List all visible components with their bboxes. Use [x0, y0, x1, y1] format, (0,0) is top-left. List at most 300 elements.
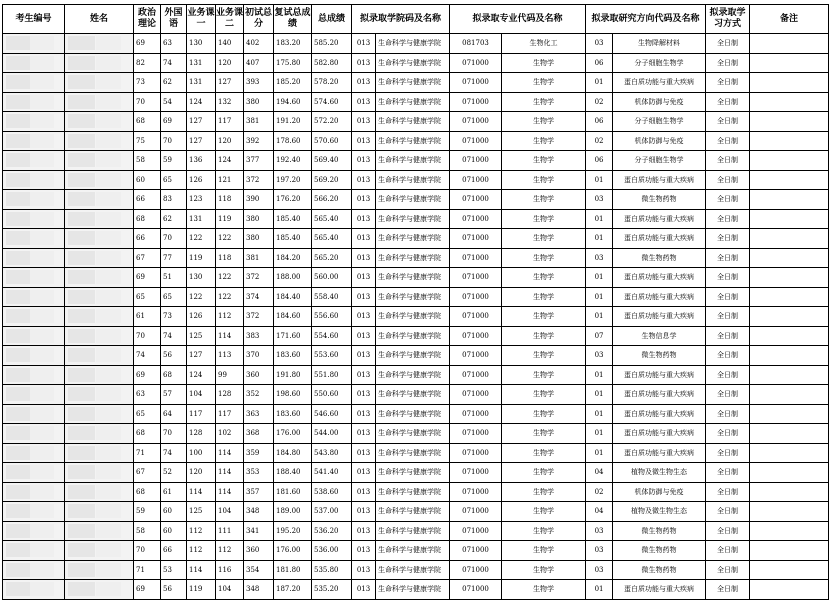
cell-major-code: 071000	[450, 404, 502, 424]
cell-major-code: 071000	[450, 424, 502, 444]
cell-direction-name: 分子细胞生物学	[613, 53, 706, 73]
cell-remarks	[750, 268, 829, 288]
cell-college-code: 013	[352, 502, 376, 522]
cell-course-two: 120	[216, 53, 244, 73]
table-row	[3, 502, 829, 522]
table-row	[3, 268, 829, 288]
cell-course-two: 114	[216, 463, 244, 483]
cell-course-one: 131	[187, 209, 216, 229]
cell-course-two: 114	[216, 326, 244, 346]
cell-politics: 66	[134, 190, 161, 210]
cell-total-score: 569.20	[312, 170, 352, 190]
cell-politics: 82	[134, 53, 161, 73]
cell-retest-total: 183.60	[274, 346, 312, 366]
table-row	[3, 53, 829, 73]
cell-direction-code: 01	[586, 73, 613, 93]
cell-remarks	[750, 209, 829, 229]
cell-course-two: 104	[216, 502, 244, 522]
cell-college-code: 013	[352, 92, 376, 112]
cell-name-redacted	[65, 34, 134, 54]
cell-name-redacted	[65, 580, 134, 600]
header-major: 拟录取专业代码及名称	[450, 5, 586, 34]
cell-direction-name: 微生物药物	[613, 541, 706, 561]
cell-direction-code: 03	[586, 541, 613, 561]
cell-exam-id-redacted	[3, 131, 65, 151]
cell-remarks	[750, 92, 829, 112]
cell-exam-id-redacted	[3, 287, 65, 307]
header-remarks: 备注	[750, 5, 829, 34]
cell-total-score: 550.60	[312, 385, 352, 405]
cell-study-mode: 全日制	[706, 385, 750, 405]
cell-study-mode: 全日制	[706, 404, 750, 424]
cell-retest-total: 191.80	[274, 365, 312, 385]
table-row	[3, 482, 829, 502]
cell-college-name: 生命科学与健康学院	[376, 346, 450, 366]
cell-name-redacted	[65, 73, 134, 93]
cell-politics: 67	[134, 463, 161, 483]
cell-name-redacted	[65, 112, 134, 132]
header-politics: 政治理论	[134, 5, 161, 34]
cell-major-name: 生物学	[502, 268, 586, 288]
cell-foreign-language: 61	[161, 482, 187, 502]
cell-major-name: 生物学	[502, 502, 586, 522]
cell-study-mode: 全日制	[706, 34, 750, 54]
cell-college-name: 生命科学与健康学院	[376, 482, 450, 502]
cell-major-name: 生物学	[502, 326, 586, 346]
cell-exam-id-redacted	[3, 307, 65, 327]
cell-direction-name: 蛋白质功能与重大疾病	[613, 209, 706, 229]
cell-college-code: 013	[352, 170, 376, 190]
cell-study-mode: 全日制	[706, 521, 750, 541]
cell-remarks	[750, 443, 829, 463]
cell-politics: 67	[134, 248, 161, 268]
cell-course-one: 125	[187, 326, 216, 346]
cell-direction-name: 蛋白质功能与重大疾病	[613, 443, 706, 463]
cell-course-one: 131	[187, 73, 216, 93]
cell-college-code: 013	[352, 463, 376, 483]
cell-direction-name: 蛋白质功能与重大疾病	[613, 424, 706, 444]
header-retest-total: 复试总成绩	[274, 5, 312, 34]
cell-direction-code: 01	[586, 209, 613, 229]
cell-course-one: 112	[187, 521, 216, 541]
cell-major-code: 071000	[450, 463, 502, 483]
cell-total-score: 565.40	[312, 229, 352, 249]
header-name: 姓名	[65, 5, 134, 34]
cell-college-code: 013	[352, 541, 376, 561]
cell-politics: 73	[134, 73, 161, 93]
cell-foreign-language: 70	[161, 424, 187, 444]
cell-politics: 58	[134, 151, 161, 171]
cell-foreign-language: 77	[161, 248, 187, 268]
cell-politics: 65	[134, 287, 161, 307]
cell-course-two: 128	[216, 385, 244, 405]
cell-major-name: 生物学	[502, 346, 586, 366]
cell-remarks	[750, 365, 829, 385]
cell-total-score: 566.20	[312, 190, 352, 210]
cell-college-code: 013	[352, 404, 376, 424]
cell-foreign-language: 83	[161, 190, 187, 210]
cell-politics: 71	[134, 560, 161, 580]
cell-major-name: 生物学	[502, 53, 586, 73]
cell-exam-id-redacted	[3, 326, 65, 346]
cell-initial-total: 374	[244, 287, 274, 307]
cell-direction-code: 07	[586, 326, 613, 346]
table-row	[3, 92, 829, 112]
cell-retest-total: 178.60	[274, 131, 312, 151]
cell-foreign-language: 66	[161, 541, 187, 561]
cell-major-name: 生物学	[502, 463, 586, 483]
cell-total-score: 565.40	[312, 209, 352, 229]
cell-direction-code: 01	[586, 268, 613, 288]
cell-total-score: 572.20	[312, 112, 352, 132]
header-course-two: 业务课二	[216, 5, 244, 34]
cell-college-code: 013	[352, 307, 376, 327]
cell-total-score: 560.00	[312, 268, 352, 288]
cell-retest-total: 171.60	[274, 326, 312, 346]
cell-course-one: 122	[187, 229, 216, 249]
cell-major-name: 生物学	[502, 209, 586, 229]
cell-initial-total: 380	[244, 92, 274, 112]
cell-study-mode: 全日制	[706, 424, 750, 444]
cell-politics: 58	[134, 521, 161, 541]
cell-study-mode: 全日制	[706, 209, 750, 229]
cell-college-code: 013	[352, 560, 376, 580]
cell-initial-total: 353	[244, 463, 274, 483]
cell-exam-id-redacted	[3, 365, 65, 385]
cell-course-one: 130	[187, 268, 216, 288]
cell-course-one: 126	[187, 307, 216, 327]
cell-total-score: 543.80	[312, 443, 352, 463]
table-row	[3, 346, 829, 366]
cell-college-code: 013	[352, 580, 376, 600]
cell-foreign-language: 56	[161, 346, 187, 366]
cell-exam-id-redacted	[3, 424, 65, 444]
cell-course-one: 128	[187, 424, 216, 444]
cell-retest-total: 184.40	[274, 287, 312, 307]
cell-retest-total: 181.80	[274, 560, 312, 580]
cell-course-one: 125	[187, 502, 216, 522]
cell-total-score: 569.40	[312, 151, 352, 171]
cell-initial-total: 354	[244, 560, 274, 580]
cell-major-code: 071000	[450, 346, 502, 366]
header-research-direction: 拟录取研究方向代码及名称	[586, 5, 706, 34]
cell-college-name: 生命科学与健康学院	[376, 326, 450, 346]
cell-initial-total: 363	[244, 404, 274, 424]
cell-foreign-language: 60	[161, 502, 187, 522]
cell-remarks	[750, 326, 829, 346]
cell-study-mode: 全日制	[706, 541, 750, 561]
cell-direction-name: 生物降解材料	[613, 34, 706, 54]
cell-remarks	[750, 385, 829, 405]
cell-direction-code: 01	[586, 424, 613, 444]
cell-remarks	[750, 287, 829, 307]
cell-college-name: 生命科学与健康学院	[376, 229, 450, 249]
cell-name-redacted	[65, 502, 134, 522]
cell-foreign-language: 70	[161, 131, 187, 151]
cell-direction-name: 微生物药物	[613, 346, 706, 366]
cell-college-code: 013	[352, 385, 376, 405]
cell-direction-name: 分子细胞生物学	[613, 112, 706, 132]
cell-remarks	[750, 73, 829, 93]
cell-direction-code: 03	[586, 346, 613, 366]
cell-retest-total: 184.20	[274, 248, 312, 268]
cell-direction-code: 03	[586, 248, 613, 268]
table-row	[3, 248, 829, 268]
cell-name-redacted	[65, 385, 134, 405]
cell-initial-total: 359	[244, 443, 274, 463]
cell-major-name: 生物学	[502, 287, 586, 307]
cell-name-redacted	[65, 541, 134, 561]
cell-direction-code: 01	[586, 385, 613, 405]
cell-foreign-language: 70	[161, 229, 187, 249]
cell-direction-name: 微生物药物	[613, 521, 706, 541]
header-total-score: 总成绩	[312, 5, 352, 34]
table-row	[3, 580, 829, 600]
cell-major-name: 生物学	[502, 307, 586, 327]
table-row	[3, 424, 829, 444]
cell-college-name: 生命科学与健康学院	[376, 209, 450, 229]
cell-name-redacted	[65, 326, 134, 346]
cell-direction-code: 06	[586, 151, 613, 171]
cell-course-two: 112	[216, 541, 244, 561]
cell-retest-total: 187.20	[274, 580, 312, 600]
cell-direction-code: 01	[586, 443, 613, 463]
cell-study-mode: 全日制	[706, 560, 750, 580]
cell-remarks	[750, 170, 829, 190]
table-row	[3, 34, 829, 54]
cell-initial-total: 372	[244, 170, 274, 190]
cell-exam-id-redacted	[3, 73, 65, 93]
cell-exam-id-redacted	[3, 463, 65, 483]
cell-college-name: 生命科学与健康学院	[376, 521, 450, 541]
cell-course-two: 124	[216, 151, 244, 171]
cell-direction-code: 03	[586, 521, 613, 541]
cell-exam-id-redacted	[3, 541, 65, 561]
cell-exam-id-redacted	[3, 170, 65, 190]
table-row	[3, 190, 829, 210]
cell-initial-total: 392	[244, 131, 274, 151]
cell-retest-total: 181.60	[274, 482, 312, 502]
cell-course-one: 127	[187, 131, 216, 151]
cell-name-redacted	[65, 404, 134, 424]
cell-remarks	[750, 151, 829, 171]
cell-total-score: 536.20	[312, 521, 352, 541]
cell-name-redacted	[65, 287, 134, 307]
cell-major-code: 071000	[450, 190, 502, 210]
cell-course-one: 123	[187, 190, 216, 210]
cell-initial-total: 360	[244, 541, 274, 561]
cell-exam-id-redacted	[3, 502, 65, 522]
cell-exam-id-redacted	[3, 34, 65, 54]
cell-direction-code: 02	[586, 92, 613, 112]
cell-foreign-language: 74	[161, 53, 187, 73]
cell-politics: 69	[134, 580, 161, 600]
cell-course-two: 111	[216, 521, 244, 541]
cell-foreign-language: 69	[161, 112, 187, 132]
cell-college-name: 生命科学与健康学院	[376, 541, 450, 561]
cell-total-score: 538.60	[312, 482, 352, 502]
cell-study-mode: 全日制	[706, 482, 750, 502]
header-exam-id: 考生编号	[3, 5, 65, 34]
cell-exam-id-redacted	[3, 580, 65, 600]
cell-initial-total: 381	[244, 248, 274, 268]
cell-direction-name: 生物信息学	[613, 326, 706, 346]
cell-major-code: 071000	[450, 73, 502, 93]
table-row	[3, 521, 829, 541]
cell-college-code: 013	[352, 424, 376, 444]
cell-foreign-language: 68	[161, 365, 187, 385]
cell-name-redacted	[65, 560, 134, 580]
cell-direction-name: 蛋白质功能与重大疾病	[613, 170, 706, 190]
cell-foreign-language: 65	[161, 287, 187, 307]
cell-total-score: 558.40	[312, 287, 352, 307]
cell-retest-total: 185.40	[274, 229, 312, 249]
cell-direction-code: 06	[586, 112, 613, 132]
cell-direction-name: 蛋白质功能与重大疾病	[613, 385, 706, 405]
cell-course-two: 104	[216, 580, 244, 600]
cell-foreign-language: 74	[161, 326, 187, 346]
cell-foreign-language: 62	[161, 73, 187, 93]
cell-college-code: 013	[352, 229, 376, 249]
cell-name-redacted	[65, 151, 134, 171]
cell-course-two: 116	[216, 560, 244, 580]
cell-remarks	[750, 541, 829, 561]
cell-course-one: 127	[187, 112, 216, 132]
cell-course-one: 120	[187, 463, 216, 483]
cell-major-code: 071000	[450, 560, 502, 580]
cell-foreign-language: 62	[161, 209, 187, 229]
cell-course-two: 127	[216, 73, 244, 93]
table-row	[3, 73, 829, 93]
cell-study-mode: 全日制	[706, 92, 750, 112]
cell-major-name: 生物学	[502, 365, 586, 385]
cell-politics: 75	[134, 131, 161, 151]
cell-name-redacted	[65, 92, 134, 112]
cell-course-one: 126	[187, 170, 216, 190]
cell-foreign-language: 74	[161, 443, 187, 463]
cell-exam-id-redacted	[3, 268, 65, 288]
cell-major-name: 生物学	[502, 404, 586, 424]
cell-politics: 68	[134, 112, 161, 132]
cell-direction-name: 蛋白质功能与重大疾病	[613, 229, 706, 249]
cell-study-mode: 全日制	[706, 307, 750, 327]
cell-initial-total: 377	[244, 151, 274, 171]
cell-retest-total: 176.00	[274, 541, 312, 561]
cell-remarks	[750, 190, 829, 210]
cell-foreign-language: 60	[161, 521, 187, 541]
cell-course-one: 104	[187, 385, 216, 405]
cell-exam-id-redacted	[3, 229, 65, 249]
cell-remarks	[750, 248, 829, 268]
cell-direction-code: 04	[586, 502, 613, 522]
cell-direction-code: 03	[586, 560, 613, 580]
cell-major-code: 081703	[450, 34, 502, 54]
cell-foreign-language: 51	[161, 268, 187, 288]
cell-study-mode: 全日制	[706, 326, 750, 346]
cell-college-name: 生命科学与健康学院	[376, 502, 450, 522]
cell-major-name: 生物学	[502, 131, 586, 151]
cell-course-one: 127	[187, 346, 216, 366]
cell-total-score: 544.00	[312, 424, 352, 444]
cell-major-code: 071000	[450, 248, 502, 268]
cell-direction-code: 01	[586, 365, 613, 385]
cell-retest-total: 189.00	[274, 502, 312, 522]
cell-major-name: 生物学	[502, 229, 586, 249]
cell-direction-name: 微生物药物	[613, 560, 706, 580]
cell-major-code: 071000	[450, 151, 502, 171]
cell-major-name: 生物学	[502, 92, 586, 112]
cell-college-name: 生命科学与健康学院	[376, 287, 450, 307]
cell-foreign-language: 56	[161, 580, 187, 600]
cell-major-code: 071000	[450, 229, 502, 249]
cell-retest-total: 183.20	[274, 34, 312, 54]
cell-remarks	[750, 404, 829, 424]
cell-name-redacted	[65, 268, 134, 288]
cell-exam-id-redacted	[3, 443, 65, 463]
cell-college-name: 生命科学与健康学院	[376, 443, 450, 463]
cell-major-name: 生物学	[502, 248, 586, 268]
cell-remarks	[750, 424, 829, 444]
cell-foreign-language: 53	[161, 560, 187, 580]
cell-remarks	[750, 34, 829, 54]
cell-initial-total: 352	[244, 385, 274, 405]
cell-college-code: 013	[352, 131, 376, 151]
cell-college-code: 013	[352, 151, 376, 171]
cell-college-name: 生命科学与健康学院	[376, 248, 450, 268]
admission-table	[2, 4, 829, 600]
cell-total-score: 551.80	[312, 365, 352, 385]
cell-direction-name: 蛋白质功能与重大疾病	[613, 287, 706, 307]
cell-retest-total: 195.20	[274, 521, 312, 541]
cell-major-code: 071000	[450, 521, 502, 541]
cell-major-name: 生物学	[502, 151, 586, 171]
cell-college-code: 013	[352, 287, 376, 307]
cell-college-code: 013	[352, 443, 376, 463]
cell-college-name: 生命科学与健康学院	[376, 190, 450, 210]
cell-remarks	[750, 482, 829, 502]
cell-politics: 68	[134, 424, 161, 444]
cell-exam-id-redacted	[3, 112, 65, 132]
cell-name-redacted	[65, 346, 134, 366]
cell-course-one: 130	[187, 34, 216, 54]
cell-course-two: 113	[216, 346, 244, 366]
cell-direction-name: 机体防御与免疫	[613, 482, 706, 502]
cell-course-two: 118	[216, 248, 244, 268]
cell-retest-total: 183.60	[274, 404, 312, 424]
cell-direction-code: 01	[586, 287, 613, 307]
cell-study-mode: 全日制	[706, 53, 750, 73]
cell-major-name: 生物学	[502, 73, 586, 93]
cell-direction-name: 微生物药物	[613, 190, 706, 210]
cell-study-mode: 全日制	[706, 346, 750, 366]
cell-politics: 65	[134, 404, 161, 424]
cell-remarks	[750, 131, 829, 151]
cell-name-redacted	[65, 482, 134, 502]
cell-direction-code: 03	[586, 34, 613, 54]
cell-college-name: 生命科学与健康学院	[376, 580, 450, 600]
cell-course-one: 119	[187, 580, 216, 600]
cell-initial-total: 393	[244, 73, 274, 93]
cell-politics: 68	[134, 482, 161, 502]
cell-initial-total: 368	[244, 424, 274, 444]
cell-course-one: 112	[187, 541, 216, 561]
table-row	[3, 365, 829, 385]
cell-exam-id-redacted	[3, 190, 65, 210]
cell-retest-total: 175.80	[274, 53, 312, 73]
cell-direction-name: 植物及微生物生态	[613, 502, 706, 522]
table-row	[3, 209, 829, 229]
cell-exam-id-redacted	[3, 521, 65, 541]
